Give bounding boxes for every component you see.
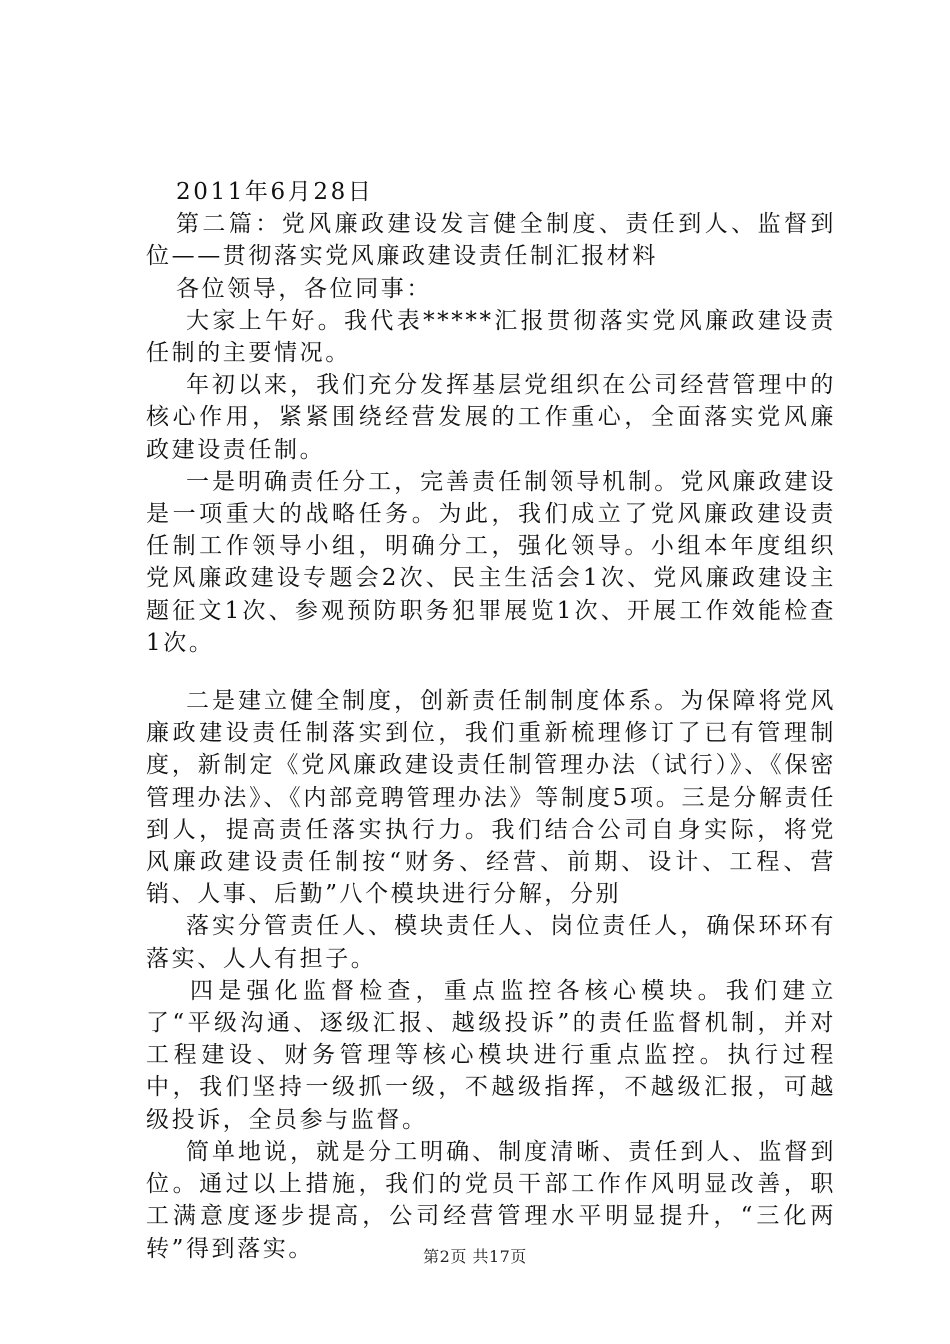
document-date: 2011年6月28日: [176, 179, 374, 205]
salutation: 各位领导，各位同事：: [176, 275, 432, 302]
page-footer: 第2页 共17页: [423, 1247, 527, 1266]
paragraph-spacer: [146, 659, 836, 685]
paragraph-point-one: 一是明确责任分工，完善责任制领导机制。党风廉政建设是一项重大的战略任务。为此，我们成立了党风廉政建设责任制工作领导小组，明确分工，强化领导。小组本年度组织党风廉政建设专题会2次、民主生活会1次、党风廉政建设主题征文1次、参观预防职务犯罪展览1次、开展工作效能检查1次。: [146, 468, 836, 656]
paragraph-point-four: 四是强化监督检查，重点监控各核心模块。我们建立了“平级沟通、逐级汇报、越级投诉”的责任监督机制，并对工程建设、财务管理等核心模块进行重点监控。执行过程中，我们坚持一级抓一级，不越级指挥，不越级汇报，可越级投诉，全员参与监督。: [146, 977, 836, 1133]
paragraph-intro: 年初以来，我们充分发挥基层党组织在公司经营管理中的核心作用，紧紧围绕经营发展的工作重心，全面落实党风廉政建设责任制。: [146, 372, 836, 463]
document-body: [146, 176, 836, 1265]
paragraph-summary: 简单地说，就是分工明确、制度清晰、责任到人、监督到位。通过以上措施，我们的党员干部工作作风明显改善，职工满意度逐步提高，公司经营管理水平明显提升，“三化两转”得到落实。: [146, 1138, 836, 1262]
paragraph-continuation: 落实分管责任人、模块责任人、岗位责任人，确保环环有落实、人人有担子。: [146, 913, 836, 972]
paragraph-greeting: 大家上午好。我代表*****汇报贯彻落实党风廉政建设责任制的主要情况。: [146, 307, 836, 367]
paragraph-point-two-three: 二是建立健全制度，创新责任制制度体系。为保障将党风廉政建设责任制落实到位，我们重新梳理修订了已有管理制度，新制定《党风廉政建设责任制管理办法（试行）》、《保密管理办法》、《内部竞聘管理办法》等制度5项。三是分解责任到人，提高责任落实执行力。我们结合公司自身实际，将党风廉政建设责任制按“财务、经营、前期、设计、工程、营销、人事、后勤”八个模块进行分解，分别: [146, 688, 836, 908]
document-title: 第二篇：党风廉政建设发言健全制度、责任到人、监督到位——贯彻落实党风廉政建设责任制汇报材料: [146, 211, 836, 270]
